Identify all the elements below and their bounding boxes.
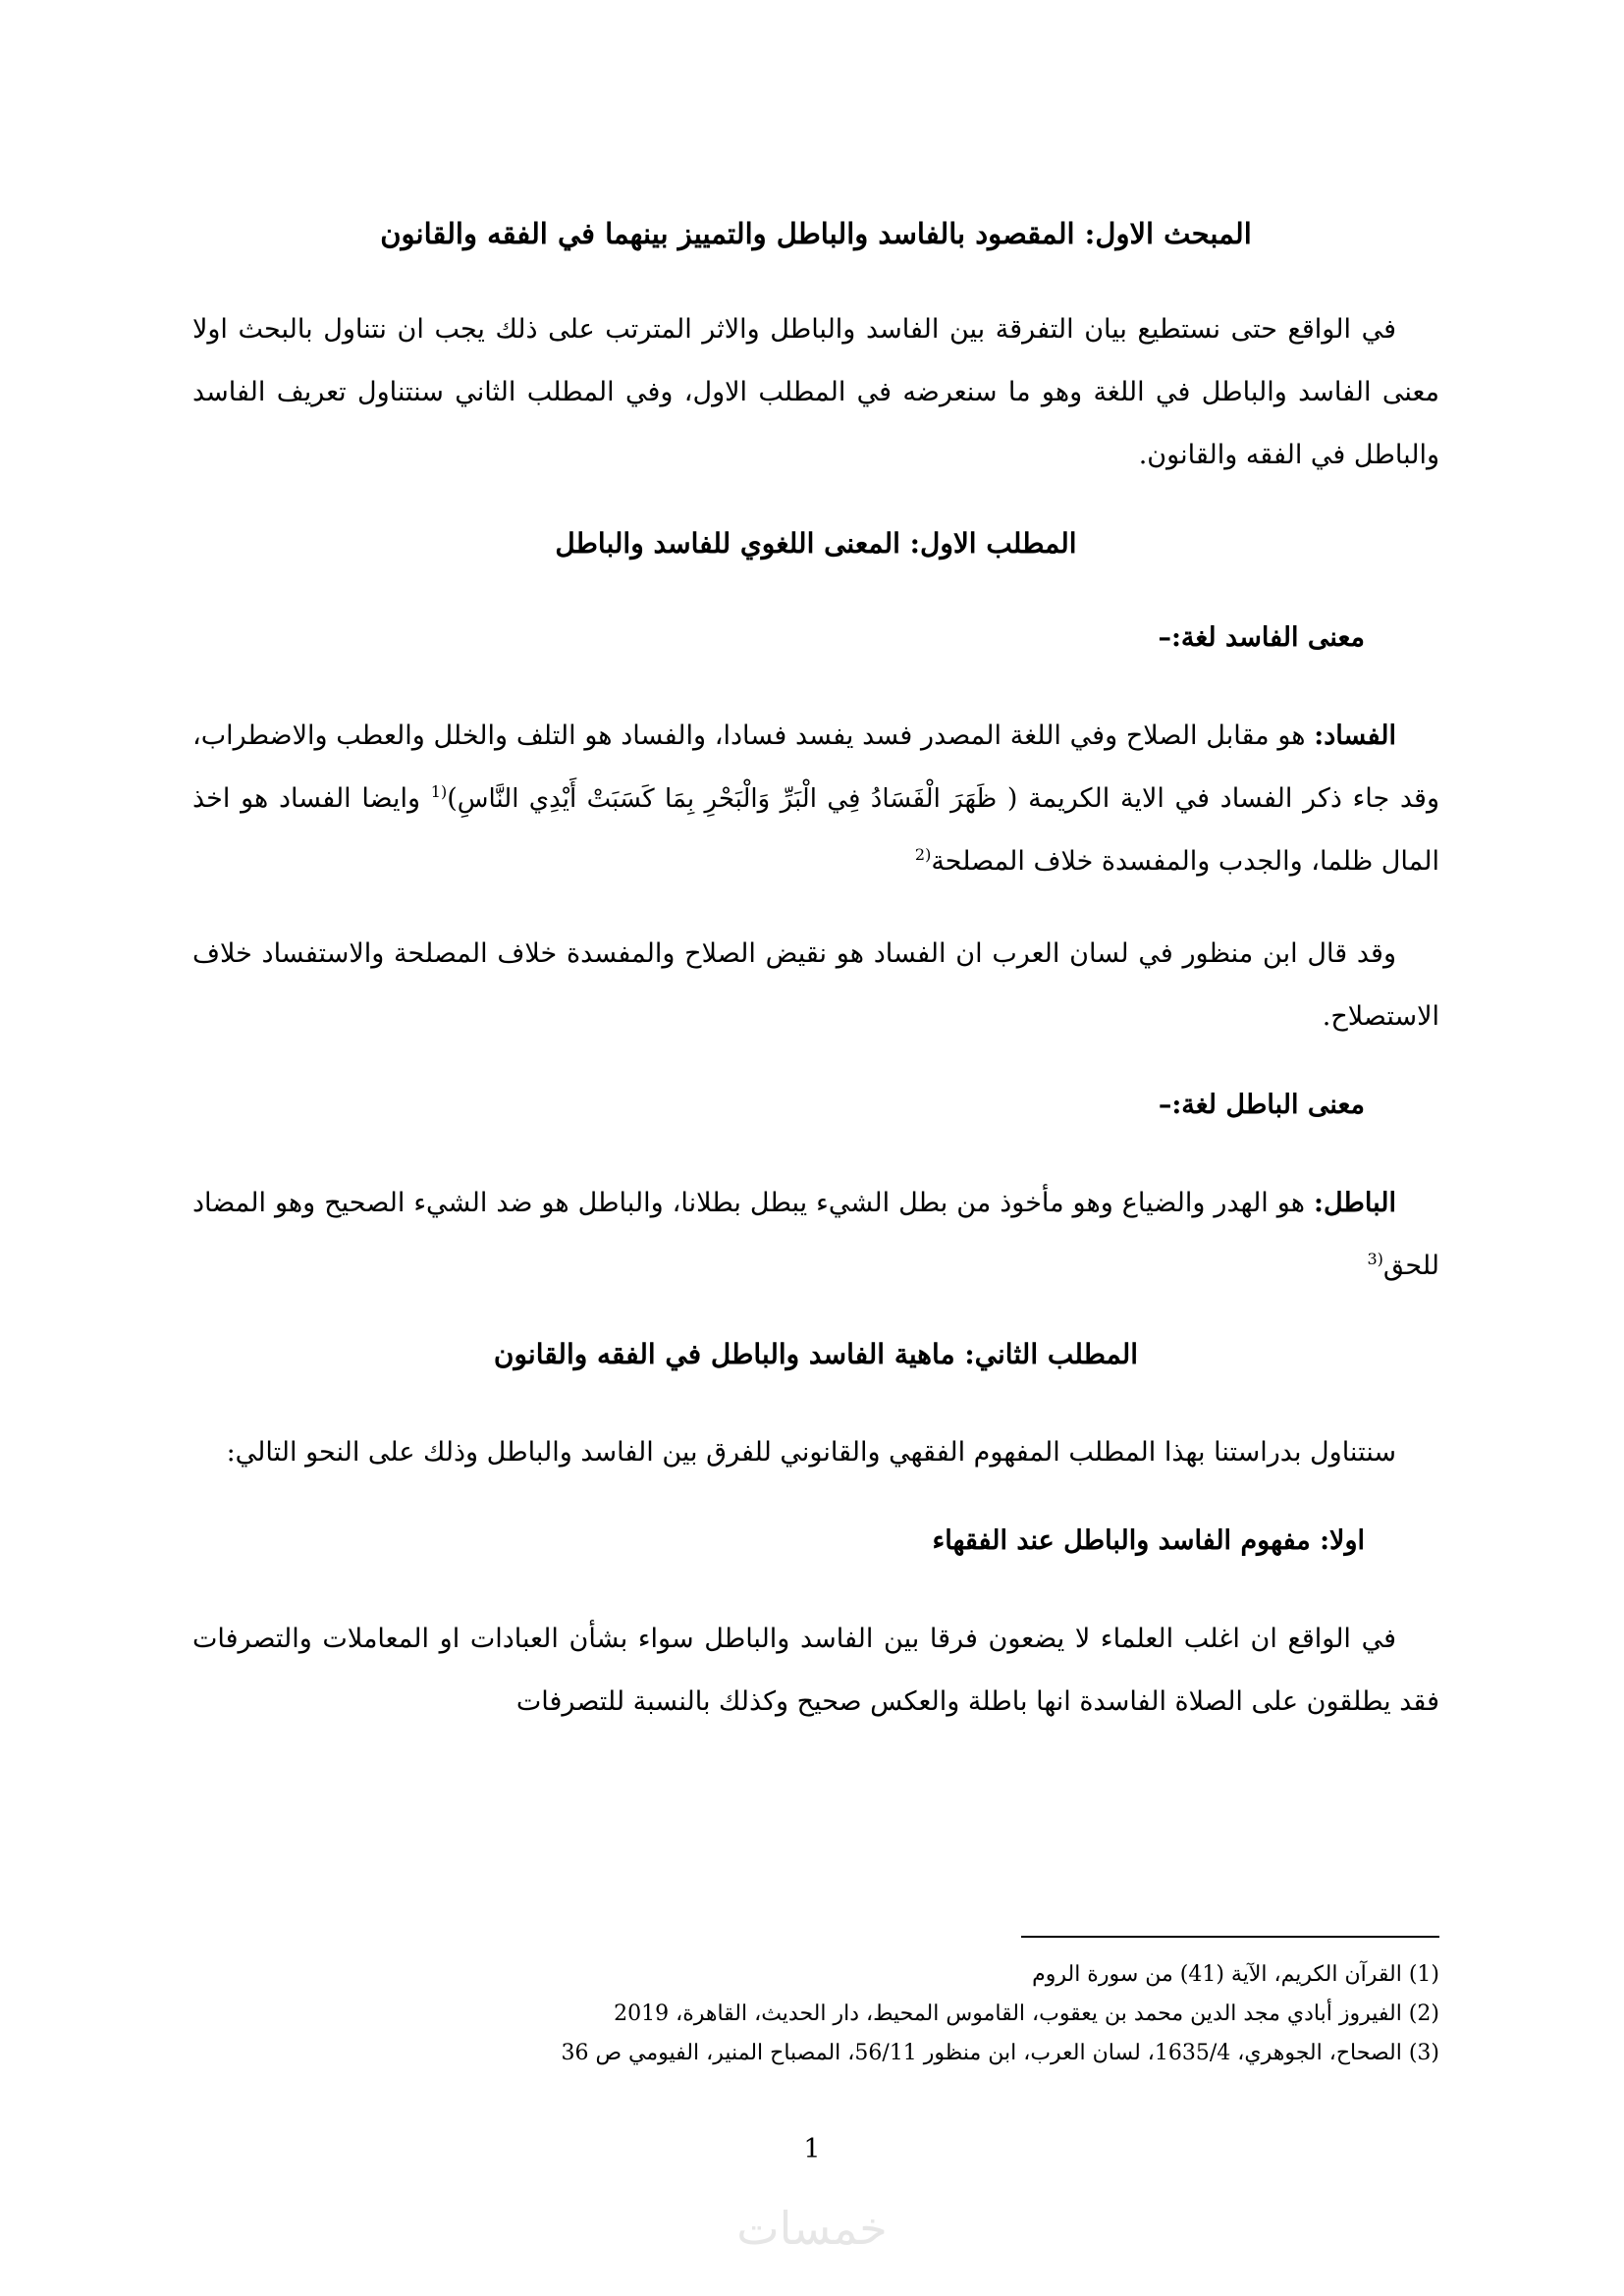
ibn-manzur-paragraph: وقد قال ابن منظور في لسان العرب ان الفساد هو نقيض الصلاح والمفسدة خلاف المصلحة والاستفساد خلاف الاستصلاح. [192,938,1439,1032]
chapter-title: المبحث الاول: المقصود بالفاسد والباطل والتمييز بينهما في الفقه والقانون [380,217,1252,250]
quran-verse: ظَهَرَ الْفَسَادُ فِي الْبَرِّ وَالْبَحْرِ بِمَا كَسَبَتْ أَيْدِي النَّاسِ [457,784,998,814]
fasid-text-c: وايضا الفساد هو اخذ المال ظلما، والجدب والمفسدة خلاف المصلحة [192,783,1439,877]
footnote-ref-3[interactable]: (3 [1367,1250,1383,1268]
footnote-ref-2[interactable]: (2 [914,845,932,864]
batil-text: هو الهدر والضياع وهو مأخوذ من بطل الشيء يبطل بطلانا، والباطل هو ضد الشيء الصحيح وهو المضاد للحق [192,1188,1439,1281]
fasid-subtitle: معنى الفاسد لغة:– [1158,622,1365,653]
footnote-2: (2) الفيروز أبادي مجد الدين محمد بن يعقوب، القاموس المحيط، دار الحديث، القاهرة، 2019 [614,2002,1439,2026]
intro-paragraph: في الواقع حتى نستطيع بيان التفرقة بين الفاسد والباطل والاثر المترتب على ذلك يجب ان نتناول بالبحث اولا معنى الفاسد والباطل في اللغة وهو ما سنعرضه في المطلب الاول، وفي المطلب الثاني سنتناول تعريف الفاسد والباطل في الفقه والقانون. [192,314,1439,470]
fasid-text-b: ) [447,783,458,814]
jurists-paragraph: في الواقع ان اغلب العلماء لا يضعون فرقا بين الفاسد والباطل سواء بشأن العبادات او المعاملات والتصرفات فقد يطلقون على الصلاة الفاسدة انها باطلة والعكس صحيح وكذلك بالنسبة للتصرفات [192,1624,1439,1717]
section2-title: المطلب الثاني: ماهية الفاسد والباطل في الفقه والقانون [493,1338,1139,1370]
batil-subtitle: معنى الباطل لغة:– [1158,1090,1365,1120]
watermark-logo: خمسات [736,2202,888,2255]
footnotes [192,1955,1439,2073]
fasid-text-a: هو مقابل الصلاح وفي اللغة المصدر فسد يفسد فسادا، والفساد هو التلف والخلل والعطب والاضطراب، وقد جاء ذكر الفساد في الاية الكريمة ( [192,721,1439,814]
footnote-separator [1021,1936,1439,1938]
footnote-3: (3) الصحاح، الجوهري، 1635/4، لسان العرب، ابن منظور 56/11، المصباح المنير، الفيومي ص 36 [561,2041,1439,2065]
footnote-1: (1) القرآن الكريم، الآية (41) من سورة الروم [1032,1962,1439,1987]
section1-title: المطلب الاول: المعنى اللغوي للفاسد والباطل [555,527,1077,560]
footnote-ref-1[interactable]: (1 [430,782,448,801]
batil-definition-paragraph [192,1172,1439,1298]
fasid-term: الفساد: [1314,721,1396,751]
fasid-definition-paragraph [192,705,1439,893]
jurists-subtitle: اولا: مفهوم الفاسد والباطل عند الفقهاء [932,1525,1365,1556]
page-content [192,206,1439,1763]
page-number: 1 [803,2134,821,2164]
batil-term: الباطل: [1313,1188,1396,1218]
section2-intro: سنتناول بدراستنا بهذا المطلب المفهوم الفقهي والقانوني للفرق بين الفاسد والباطل وذلك على النحو التالي: [226,1437,1396,1468]
